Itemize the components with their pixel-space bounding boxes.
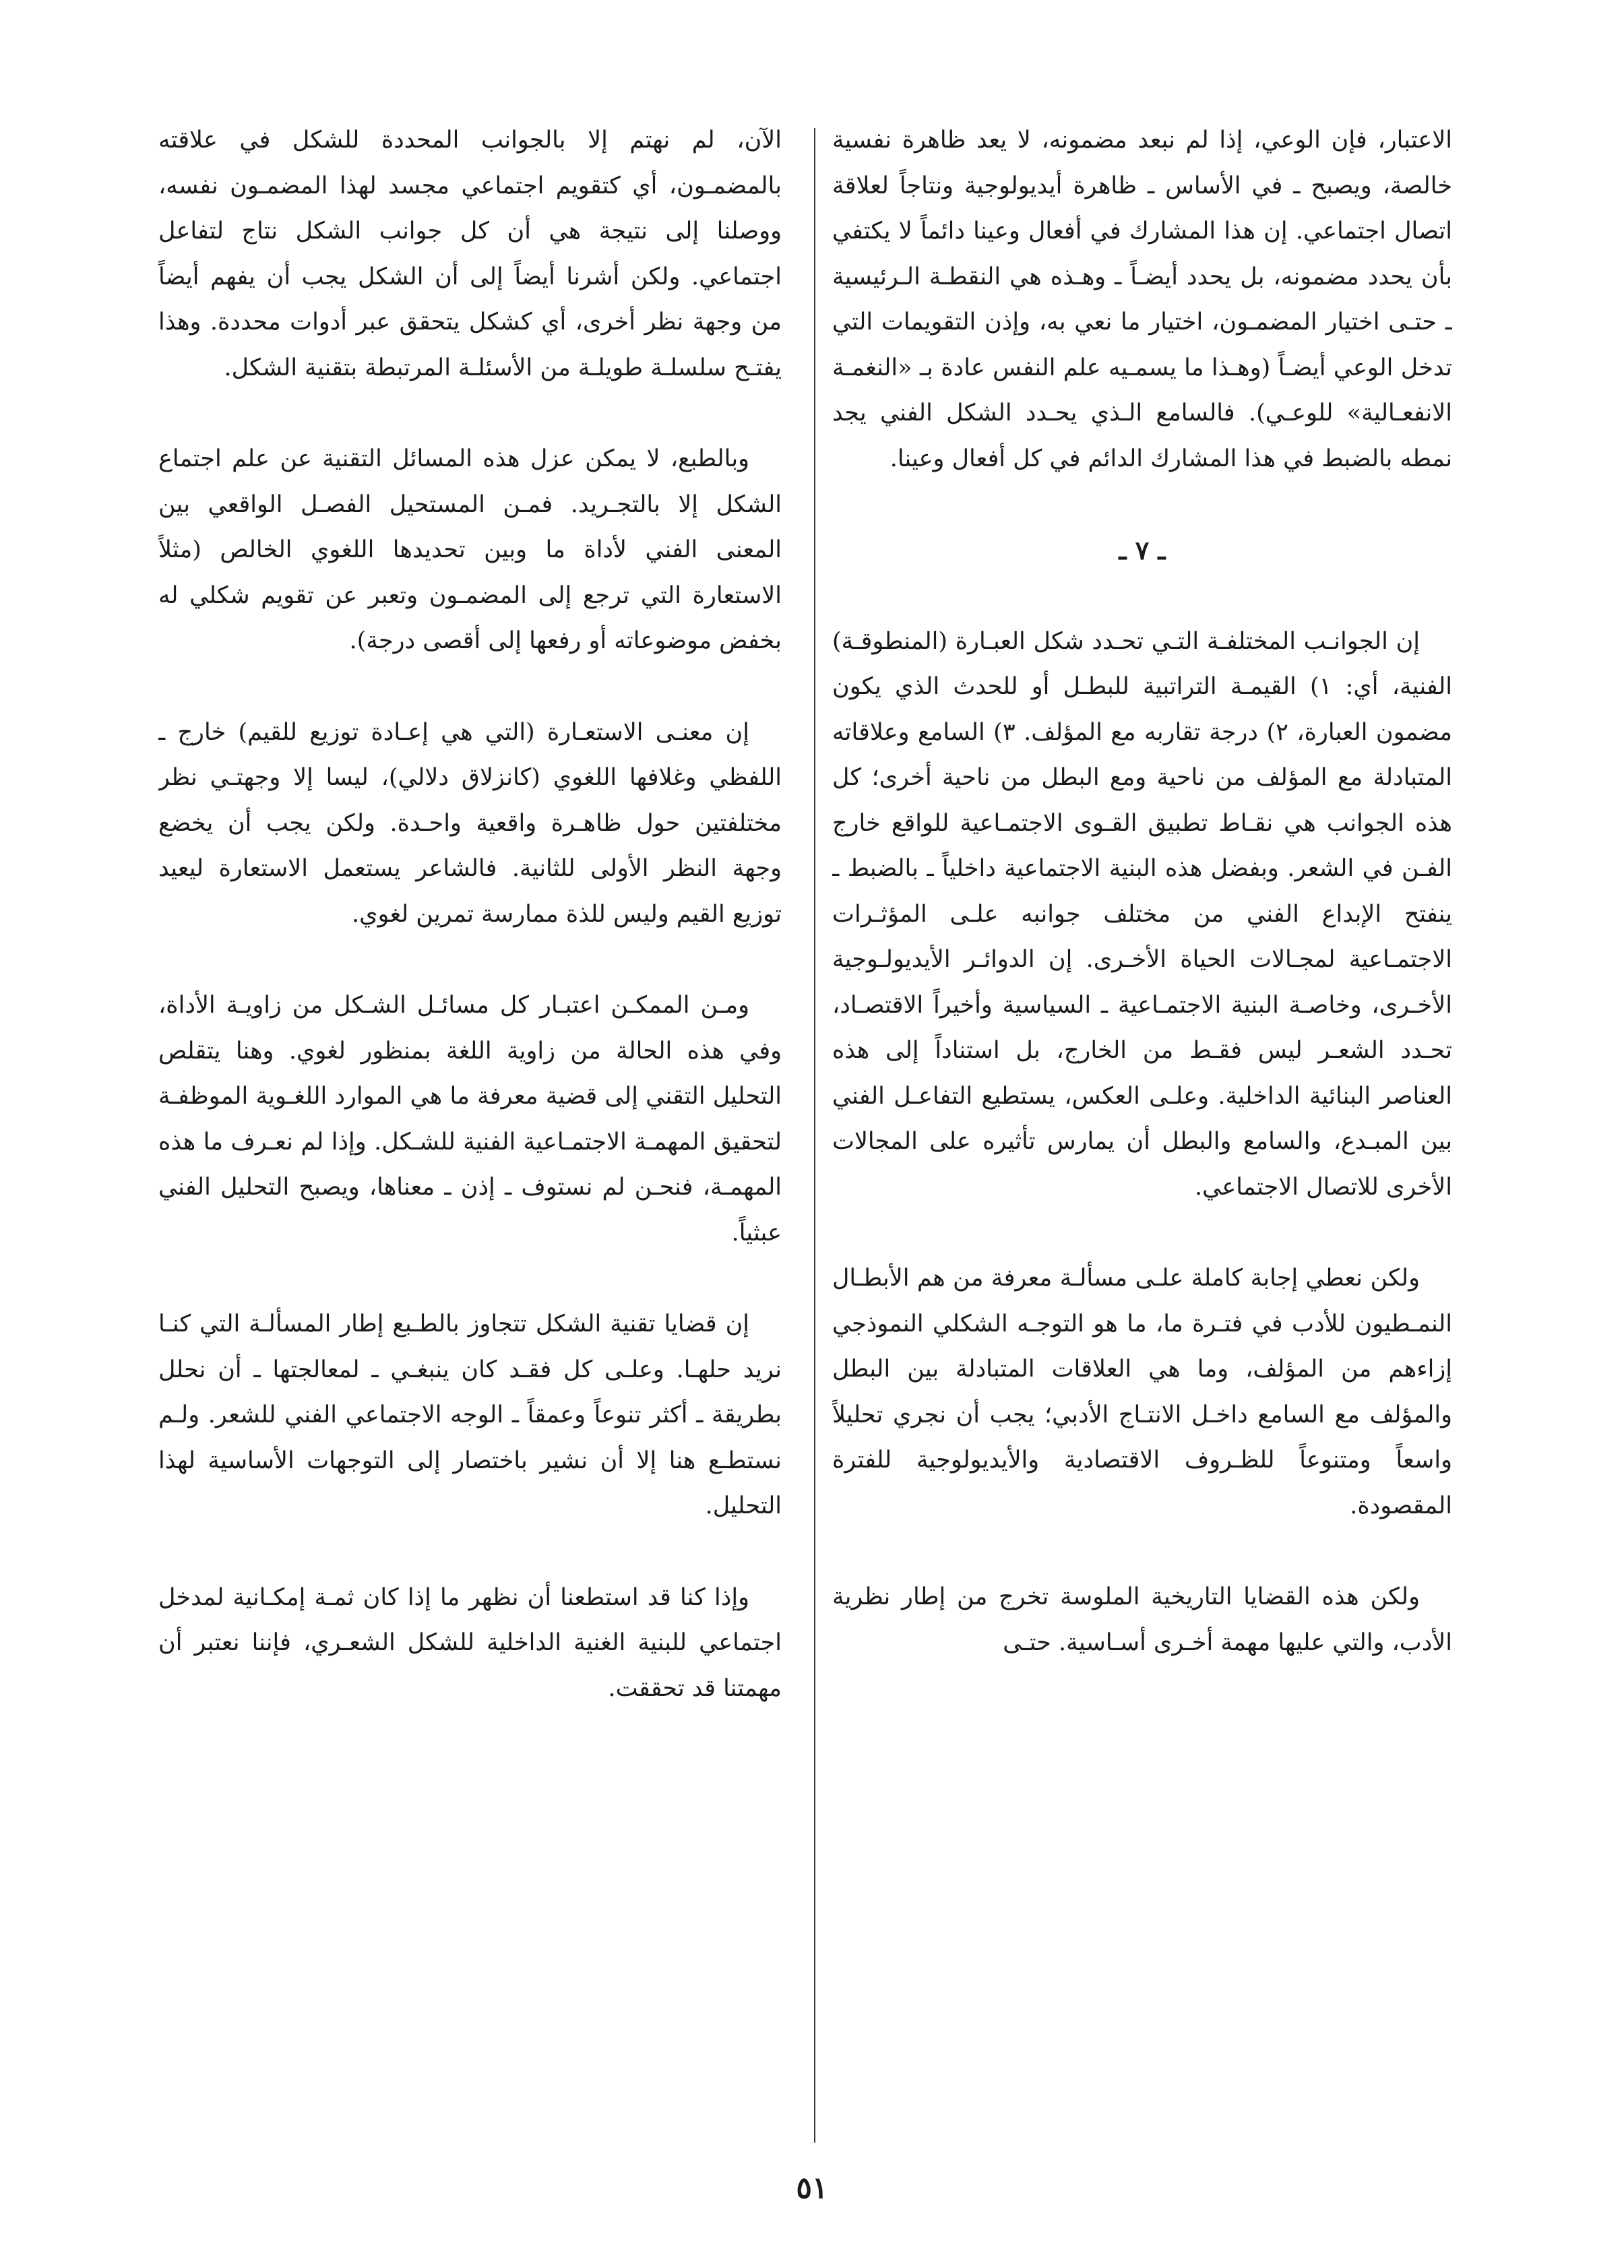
paragraph: ولكن هذه القضايا التاريخية الملوسة تخرج من إطار نظرية الأدب، والتي عليها مهمة أخـرى أسـاسية. حتـى [832,1583,1452,1656]
section-number: ـ ٧ ـ [1119,535,1166,565]
paragraph: إن الجوانـب المختلفـة التـي تحـدد شكل العبـارة (المنطوقـة) الفنية، أي: ١) القيمـة التراتبية للبطـل أو للحدث الذي يكون مضمون العبارة، ٢) درجة تقاربه مع المؤلف. ٣) السامع وعلاقاته المتبادلة مع المؤلف من ناحية ومع البطل من ناحية أخرى؛ كل هذه الجوانب هي نقـاط تطبيق القـوى الاجتمـاعية للواقع خارج الفـن في الشعر. وبفضل هذه البنية الاجتماعية داخلياً ـ بالضبط ـ ينفتح الإبداع الفني من مختلف جوانبه علـى المؤثـرات الاجتمـاعية لمجـالات الحياة الأخـرى. إن الدوائـر الأيديولـوجية الأخـرى، وخاصـة البنية الاجتمـاعية ـ السياسية وأخيراً الاقتصـاد، تحـدد الشعـر ليس فقـط من الخارج، بل استناداً إلى هذه العناصر البنائية الداخلية. وعلـى العكس، يستطيع التفاعـل الفني بين المبـدع، والسامع والبطل أن يمارس تأثيره على المجالات الأخرى للاتصال الاجتماعي. [832,627,1452,1201]
page-number: ٥١ [796,2171,828,2205]
paragraph: وإذا كنا قد استطعنا أن نظهر ما إذا كان ثمـة إمكـانية لمدخل اجتماعي للبنية الغنية الداخلية للشكل الشعـري، فإننا نعتبر أن مهمتنا قد تحققت. [158,1583,782,1702]
paragraph-continued: الآن، لم نهتم إلا بالجوانب المحددة للشكل في علاقته بالمضمـون، أي كتقويم اجتماعي مجسد لهذا المضمـون نفسه، ووصلنا إلى نتيجة هي أن كل جوانب الشكل نتاج لتفاعل اجتماعي. ولكن أشرنا أيضاً إلى أن الشكل يجب أن يفهم أيضاً من وجهة نظر أخرى، أي كشكل يتحقق عبر أدوات محددة. وهذا يفتـح سلسلـة طويلـة من الأسئلـة المرتبطة بتقنية الشكل. [158,127,782,381]
right-text-column [832,118,1452,2173]
paragraph: إن معنـى الاستعـارة (التي هي إعـادة توزيع للقيم) خارج ـ اللفظي وغلافها اللغوي (كانزلاق دلالي)، ليسا إلا وجهتـي نظر مختلفتين حول ظاهـرة واقعية واحـدة. ولكن يجب أن يخضع وجهة النظر الأولى للثانية. فالشاعر يستعمل الاستعارة ليعيد توزيع القيم وليس للذة ممارسة تمرين لغوي. [158,718,782,928]
paragraph-continued: الاعتبار، فإن الوعي، إذا لم نبعد مضمونه، لا يعد ظاهرة نفسية خالصة، ويصبح ـ في الأساس ـ ظاهرة أيديولوجية ونتاجاً لعلاقة اتصال اجتماعي. إن هذا المشارك في أفعال وعينا دائماً لا يكتفي بأن يحدد مضمونه، بل يحدد أيضـاً ـ وهـذه هي النقطـة الـرئيسية ـ حتـى اختيار المضمـون، اختيار ما نعي به، وإذن التقويمات التي تدخل الوعي أيضـاً (وهـذا ما يسمـيه علم النفس عادة بـ «النغمـة الانفعـالية» للوعـي). فالسامع الـذي يحـدد الشكل الفني يجد نمطه بالضبط في هذا المشارك الدائم في كل أفعال وعينا. [832,127,1452,472]
paragraph: ولكن نعطي إجابة كاملة علـى مسألـة معرفة من هم الأبطـال النمـطيون للأدب في فتـرة ما، ما هو التوجـه الشكلي النموذجي إزاءهم من المؤلف، وما هي العلاقات المتبادلة بين البطل والمؤلف مع السامع داخـل الانتـاج الأدبي؛ يجب أن نجري تحليلاً واسعاً ومتنوعاً للظـروف الاقتصادية والأيديولوجية للفترة المقصودة. [832,1265,1452,1519]
paragraph: وبالطبع، لا يمكن عزل هذه المسائل التقنية عن علم اجتماع الشكل إلا بالتجـريد. فمـن المستحيل الفصـل الواقعي بين المعنى الفني لأداة ما وبين تحديدها اللغوي الخالص (مثلاً الاستعارة التي ترجع إلى المضمـون وتعبر عن تقويم شكلي له بخفض موضوعاته أو رفعها إلى أقصى درجة). [158,445,782,654]
paragraph: ومـن الممكـن اعتبـار كل مسائـل الشـكل من زاويـة الأداة، وفي هذه الحالة من زاوية اللغة بمنظور لغوي. وهنا يتقلص التحليل التقني إلى قضية معرفة ما هي الموارد اللغـوية الموظفـة لتحقيق المهمـة الاجتمـاعية الفنية للشـكل. وإذا لم نعـرف ما هذه المهمـة، فنحـن لم نستوف ـ إذن ـ معناها، ويصبح التحليل الفني عبثياً. [158,992,782,1247]
left-text-column [158,118,782,2173]
column-divider [814,128,815,2143]
paragraph: إن قضايا تقنية الشكل تتجاوز بالطـبع إطار المسألـة التي كنـا نريد حلهـا. وعلـى كل فقـد كان ينبغـي ـ لمعالجتها ـ أن نحلل بطريقة ـ أكثر تنوعاً وعمقاً ـ الوجه الاجتماعي الفني للشعر. ولـم نستطـع هنا إلا أن نشير باختصار إلى التوجهات الأساسية لهذا التحليل. [158,1311,782,1519]
